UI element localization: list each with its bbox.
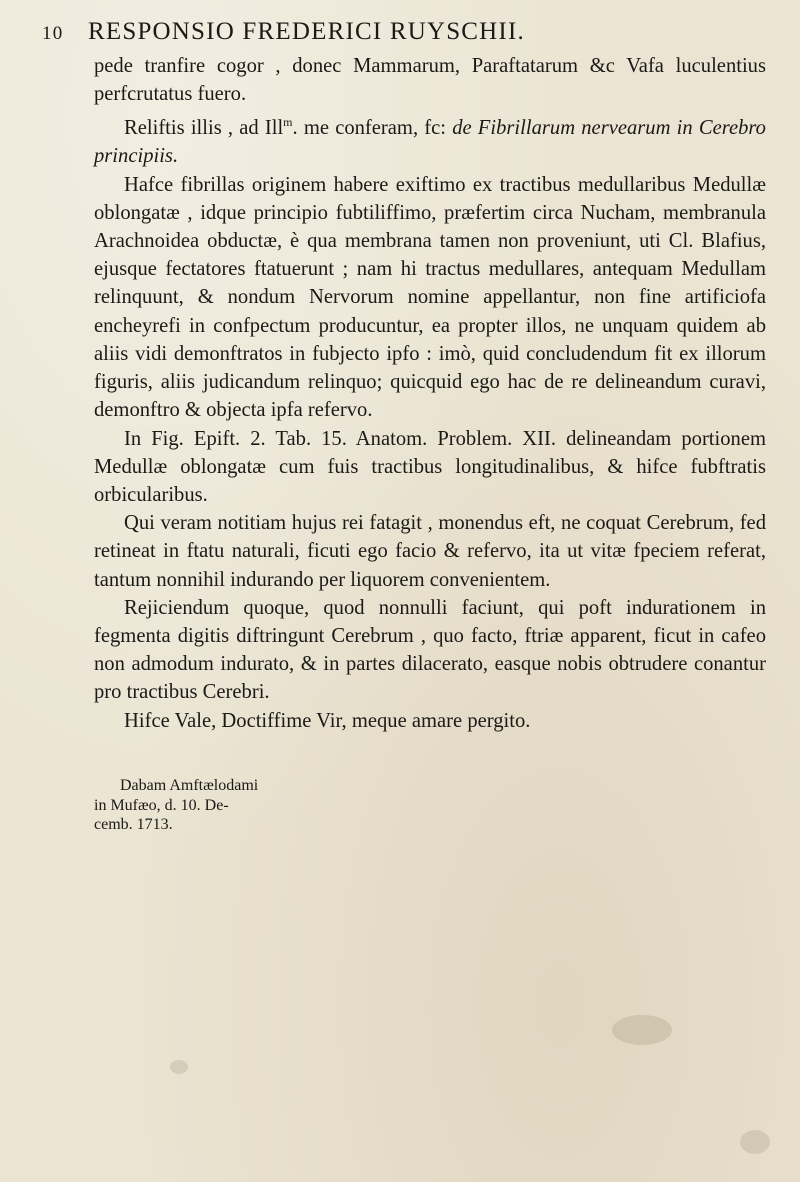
topic-superscript: m xyxy=(283,115,293,130)
paragraph-closing: Hifce Vale, Doctiffime Vir, meque amare pergito. xyxy=(124,709,531,732)
signature-block xyxy=(94,776,294,835)
topic-intro: Reliftis illis , ad Ill xyxy=(124,117,284,140)
topic-title: de Fibrillarum nervearum in Cerebro principiis. xyxy=(94,117,766,168)
paper-stain xyxy=(612,1015,672,1045)
paper-stain xyxy=(170,1060,188,1074)
paper-stain xyxy=(740,1130,770,1154)
signature-line-place: Dabam Amftælodami xyxy=(120,777,259,794)
topic-intro-cont: . me conferam, fc: xyxy=(292,117,453,140)
running-title: RESPONSIO FREDERICI RUYSCHII. xyxy=(88,18,525,45)
running-head xyxy=(42,18,760,52)
paragraph-continuation: pede tranfire cogor , donec Mammarum, Paraftatarum &c Vafa luculentius perfcrutatus fuero. xyxy=(94,55,766,106)
page-number: 10 xyxy=(42,23,64,44)
body-text xyxy=(94,52,766,735)
signature-line-date: in Mufæo, d. 10. De- xyxy=(94,796,229,814)
signature-line-year: cemb. 1713. xyxy=(94,816,173,833)
paragraph-advice: Qui veram notitiam hujus rei fatagit , monendus eft, ne coquat Cerebrum, fed retineat in ftatu naturali, ficuti ego facio & refervo, ita ut vitæ fpeciem referat, tantum nonnihil indurando per liquorem convenientem. xyxy=(94,512,766,591)
paragraph-figure-reference: In Fig. Epift. 2. Tab. 15. Anatom. Problem. XII. delineandam portionem Medullæ oblongatæ cum fuis tractibus longitudinalibus, & hifce fubftratis orbicularibus. xyxy=(94,427,766,506)
paragraph-rejection: Rejiciendum quoque, quod nonnulli faciunt, qui poft indurationem in fegmenta digitis diftringunt Cerebrum , quo facto, ftriæ apparent, ficut in cafeo non admodum indurato, & in partes dilacerato, easque nobis obtrudere conantur pro tractibus Cerebri. xyxy=(94,596,766,704)
paragraph-topic xyxy=(94,108,766,170)
paragraph-origin: Hafce fibrillas originem habere exiftimo ex tractibus medullaribus Medullæ oblongatæ , idque principio fubtiliffimo, præfertim circa Nucham, membranula Arachnoidea obductæ, è qua membrana tamen non proveniunt, uti Cl. Blafius, ejusque fectatores ftatuerunt ; nam hi tractus medullares, antequam Medullam relinquunt, & nondum Nervorum nomine appellantur, non fine artificiofa encheyrefi in confpectum producuntur, ea propter illos, ne unquam quidem ab aliis vidi demonftratos in fubjecto ipfo : imò, quid concludendum fit ex illorum figuris, aliis judicandum relinquo; quicquid ego hac de re delineandum curavi, demonftro & objecta ipfa refervo. xyxy=(94,173,766,422)
